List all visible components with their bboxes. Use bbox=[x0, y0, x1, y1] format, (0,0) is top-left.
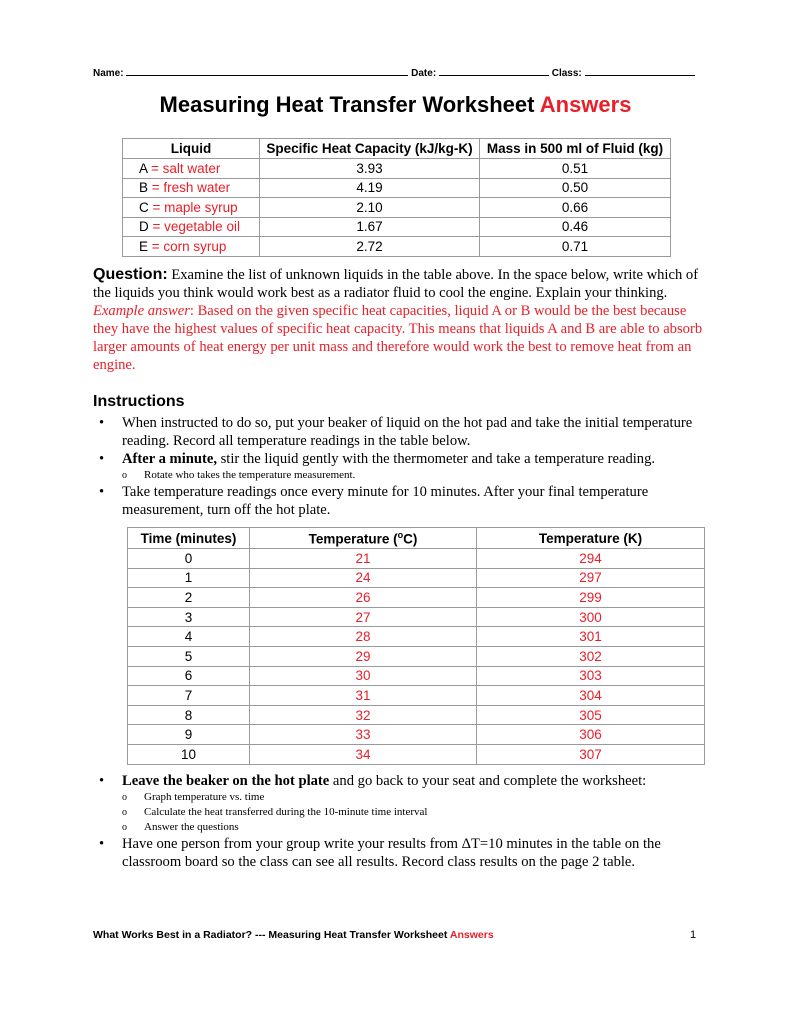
question-label: Question: bbox=[93, 266, 168, 283]
kelvin-cell[interactable]: 297 bbox=[477, 568, 705, 588]
bullet-text: Take temperature readings once every minute for 10 minutes. After your final temperature measurement, turn off the hot plate. bbox=[122, 484, 649, 518]
celsius-cell[interactable]: 26 bbox=[250, 588, 477, 608]
column-header: Time (minutes) bbox=[128, 528, 250, 549]
kelvin-cell[interactable]: 302 bbox=[477, 646, 705, 666]
column-header bbox=[250, 528, 477, 549]
bullet-text: stir the liquid gently with the thermometer and take a temperature reading. bbox=[216, 451, 656, 467]
header-text: Temperature ( bbox=[308, 531, 398, 547]
footer-accent: Answers bbox=[449, 929, 494, 941]
liquid-letter: A bbox=[139, 160, 148, 176]
time-cell: 5 bbox=[128, 646, 250, 666]
class-field[interactable] bbox=[585, 66, 695, 76]
name-field[interactable] bbox=[126, 66, 408, 76]
bullet-icon: • bbox=[99, 484, 105, 500]
celsius-cell[interactable]: 28 bbox=[250, 627, 477, 647]
table-row bbox=[128, 607, 705, 627]
table-row bbox=[123, 178, 671, 198]
mass-cell: 0.66 bbox=[480, 198, 671, 218]
mass-cell: 0.50 bbox=[480, 178, 671, 198]
list-item bbox=[93, 414, 713, 450]
question-text: Examine the list of unknown liquids in the table above. In the space below, write which of the liquids you think would work best as a radiator fluid to cool the engine. Explain your thinking. bbox=[93, 267, 699, 301]
heat-capacity-cell: 2.10 bbox=[260, 198, 480, 218]
bullet-bold: After a minute, bbox=[122, 451, 217, 467]
heat-capacity-cell: 4.19 bbox=[260, 178, 480, 198]
celsius-cell[interactable]: 32 bbox=[250, 705, 477, 725]
column-header: Specific Heat Capacity (kJ/kg-K) bbox=[260, 139, 480, 159]
date-label: Date: bbox=[411, 68, 437, 79]
celsius-cell[interactable]: 29 bbox=[250, 646, 477, 666]
mass-cell: 0.71 bbox=[480, 237, 671, 257]
instructions-list-continued bbox=[93, 772, 713, 871]
kelvin-cell[interactable]: 306 bbox=[477, 725, 705, 745]
class-label: Class: bbox=[551, 68, 582, 79]
liquid-cell bbox=[123, 217, 260, 237]
kelvin-cell[interactable]: 303 bbox=[477, 666, 705, 686]
time-cell: 1 bbox=[128, 568, 250, 588]
kelvin-cell[interactable]: 299 bbox=[477, 588, 705, 608]
mass-cell: 0.51 bbox=[480, 159, 671, 179]
circle-bullet-icon: o bbox=[122, 822, 127, 833]
sub-list bbox=[122, 468, 713, 483]
heat-capacity-cell: 3.93 bbox=[260, 159, 480, 179]
time-cell: 9 bbox=[128, 725, 250, 745]
table-header-row bbox=[123, 139, 671, 159]
table-row bbox=[128, 744, 705, 764]
liquid-cell bbox=[123, 237, 260, 257]
date-field[interactable] bbox=[439, 66, 549, 76]
bullet-icon: • bbox=[99, 836, 105, 852]
sub-item-text: Calculate the heat transferred during the 10-minute time interval bbox=[144, 806, 428, 818]
time-cell: 6 bbox=[128, 666, 250, 686]
circle-bullet-icon: o bbox=[122, 807, 127, 818]
celsius-cell[interactable]: 34 bbox=[250, 744, 477, 764]
kelvin-cell[interactable]: 294 bbox=[477, 549, 705, 569]
name-label: Name: bbox=[93, 68, 124, 79]
circle-bullet-icon: o bbox=[122, 792, 127, 803]
liquid-name: fresh water bbox=[163, 180, 231, 196]
celsius-cell[interactable]: 21 bbox=[250, 549, 477, 569]
sub-item-text: Rotate who takes the temperature measurement. bbox=[144, 469, 356, 481]
sub-item-text: Answer the questions bbox=[144, 821, 239, 833]
mass-cell: 0.46 bbox=[480, 217, 671, 237]
column-header: Liquid bbox=[123, 139, 260, 159]
bullet-text: Have one person from your group write your results from ΔT=10 minutes in the table on the classroom board so the class can see all results. Record class results on the page 2 table. bbox=[122, 836, 661, 870]
column-header: Temperature (K) bbox=[477, 528, 705, 549]
sub-list-item bbox=[122, 790, 713, 805]
time-cell: 7 bbox=[128, 686, 250, 706]
table-header-row bbox=[128, 528, 705, 549]
sub-list bbox=[122, 790, 713, 835]
table-row bbox=[128, 686, 705, 706]
table-row bbox=[123, 159, 671, 179]
title-main: Measuring Heat Transfer Worksheet bbox=[159, 92, 535, 117]
time-cell: 8 bbox=[128, 705, 250, 725]
table-row bbox=[123, 198, 671, 218]
celsius-cell[interactable]: 27 bbox=[250, 607, 477, 627]
list-item bbox=[93, 483, 713, 519]
kelvin-cell[interactable]: 305 bbox=[477, 705, 705, 725]
table-row bbox=[128, 588, 705, 608]
bullet-icon: • bbox=[99, 773, 105, 789]
table-row bbox=[128, 725, 705, 745]
degree-sup: o bbox=[397, 529, 404, 540]
liquid-name: salt water bbox=[162, 160, 221, 176]
footer-text: What Works Best in a Radiator? --- Measuring Heat Transfer Worksheet bbox=[93, 929, 448, 941]
bullet-text: When instructed to do so, put your beaker of liquid on the hot pad and take the initial temperature reading. Record all temperature readings in the table below. bbox=[122, 415, 693, 449]
instructions-heading: Instructions bbox=[93, 393, 185, 410]
answer-label: Example answer bbox=[93, 303, 190, 319]
equals: = bbox=[148, 219, 165, 235]
header-text: C) bbox=[403, 531, 418, 547]
kelvin-cell[interactable]: 304 bbox=[477, 686, 705, 706]
table-row bbox=[128, 705, 705, 725]
list-item bbox=[93, 835, 713, 871]
table-row bbox=[128, 666, 705, 686]
page-number: 1 bbox=[690, 929, 697, 941]
equals: = bbox=[148, 180, 164, 196]
page-title bbox=[0, 92, 791, 118]
liquid-cell bbox=[123, 198, 260, 218]
sub-item-text: Graph temperature vs. time bbox=[144, 791, 265, 803]
time-cell: 0 bbox=[128, 549, 250, 569]
table-row bbox=[128, 627, 705, 647]
time-cell: 10 bbox=[128, 744, 250, 764]
celsius-cell[interactable]: 24 bbox=[250, 568, 477, 588]
time-cell: 2 bbox=[128, 588, 250, 608]
sub-list-item bbox=[122, 468, 713, 483]
time-cell: 4 bbox=[128, 627, 250, 647]
liquid-letter: E bbox=[139, 238, 149, 254]
heat-capacity-cell: 1.67 bbox=[260, 217, 480, 237]
sub-list-item bbox=[122, 820, 713, 835]
answer-text: : Based on the given specific heat capacities, liquid A or B would be the best because they have the highest values of specific heat capacity. This means that liquids A and B are able to absorb larger amounts of heat energy per unit mass and therefore would work the best to remove heat from an engine. bbox=[93, 303, 703, 373]
kelvin-cell[interactable]: 307 bbox=[477, 744, 705, 764]
time-cell: 3 bbox=[128, 607, 250, 627]
sub-list-item bbox=[122, 805, 713, 820]
list-item bbox=[93, 772, 713, 835]
celsius-cell[interactable]: 31 bbox=[250, 686, 477, 706]
question-block bbox=[93, 266, 703, 374]
bullet-icon: • bbox=[99, 415, 105, 431]
bullet-icon: • bbox=[99, 451, 105, 467]
liquid-cell bbox=[123, 159, 260, 179]
celsius-cell[interactable]: 33 bbox=[250, 725, 477, 745]
heat-capacity-cell: 2.72 bbox=[260, 237, 480, 257]
liquid-letter: C bbox=[139, 199, 149, 215]
kelvin-cell[interactable]: 301 bbox=[477, 627, 705, 647]
liquid-name: maple syrup bbox=[164, 199, 238, 215]
kelvin-cell[interactable]: 300 bbox=[477, 607, 705, 627]
liquid-cell bbox=[123, 178, 260, 198]
table-row bbox=[128, 549, 705, 569]
liquid-name: corn syrup bbox=[163, 238, 227, 254]
title-accent: Answers bbox=[539, 92, 632, 117]
liquid-name: vegetable oil bbox=[164, 219, 240, 235]
equals: = bbox=[147, 160, 163, 176]
liquid-letter: B bbox=[139, 180, 149, 196]
bullet-bold: Leave the beaker on the hot plate bbox=[122, 773, 330, 789]
table-row bbox=[123, 237, 671, 257]
equals: = bbox=[148, 238, 164, 254]
table-row bbox=[128, 646, 705, 666]
temperature-table bbox=[127, 527, 705, 765]
list-item bbox=[93, 450, 713, 483]
liquids-table bbox=[122, 138, 671, 257]
circle-bullet-icon: o bbox=[122, 470, 127, 481]
liquid-letter: D bbox=[139, 219, 149, 235]
table-row bbox=[123, 217, 671, 237]
table-row bbox=[128, 568, 705, 588]
celsius-cell[interactable]: 30 bbox=[250, 666, 477, 686]
equals: = bbox=[148, 199, 165, 215]
student-info-line bbox=[93, 66, 703, 79]
page-footer bbox=[93, 929, 494, 941]
instructions-list bbox=[93, 414, 713, 519]
column-header: Mass in 500 ml of Fluid (kg) bbox=[480, 139, 671, 159]
bullet-text: and go back to your seat and complete the worksheet: bbox=[329, 773, 647, 789]
